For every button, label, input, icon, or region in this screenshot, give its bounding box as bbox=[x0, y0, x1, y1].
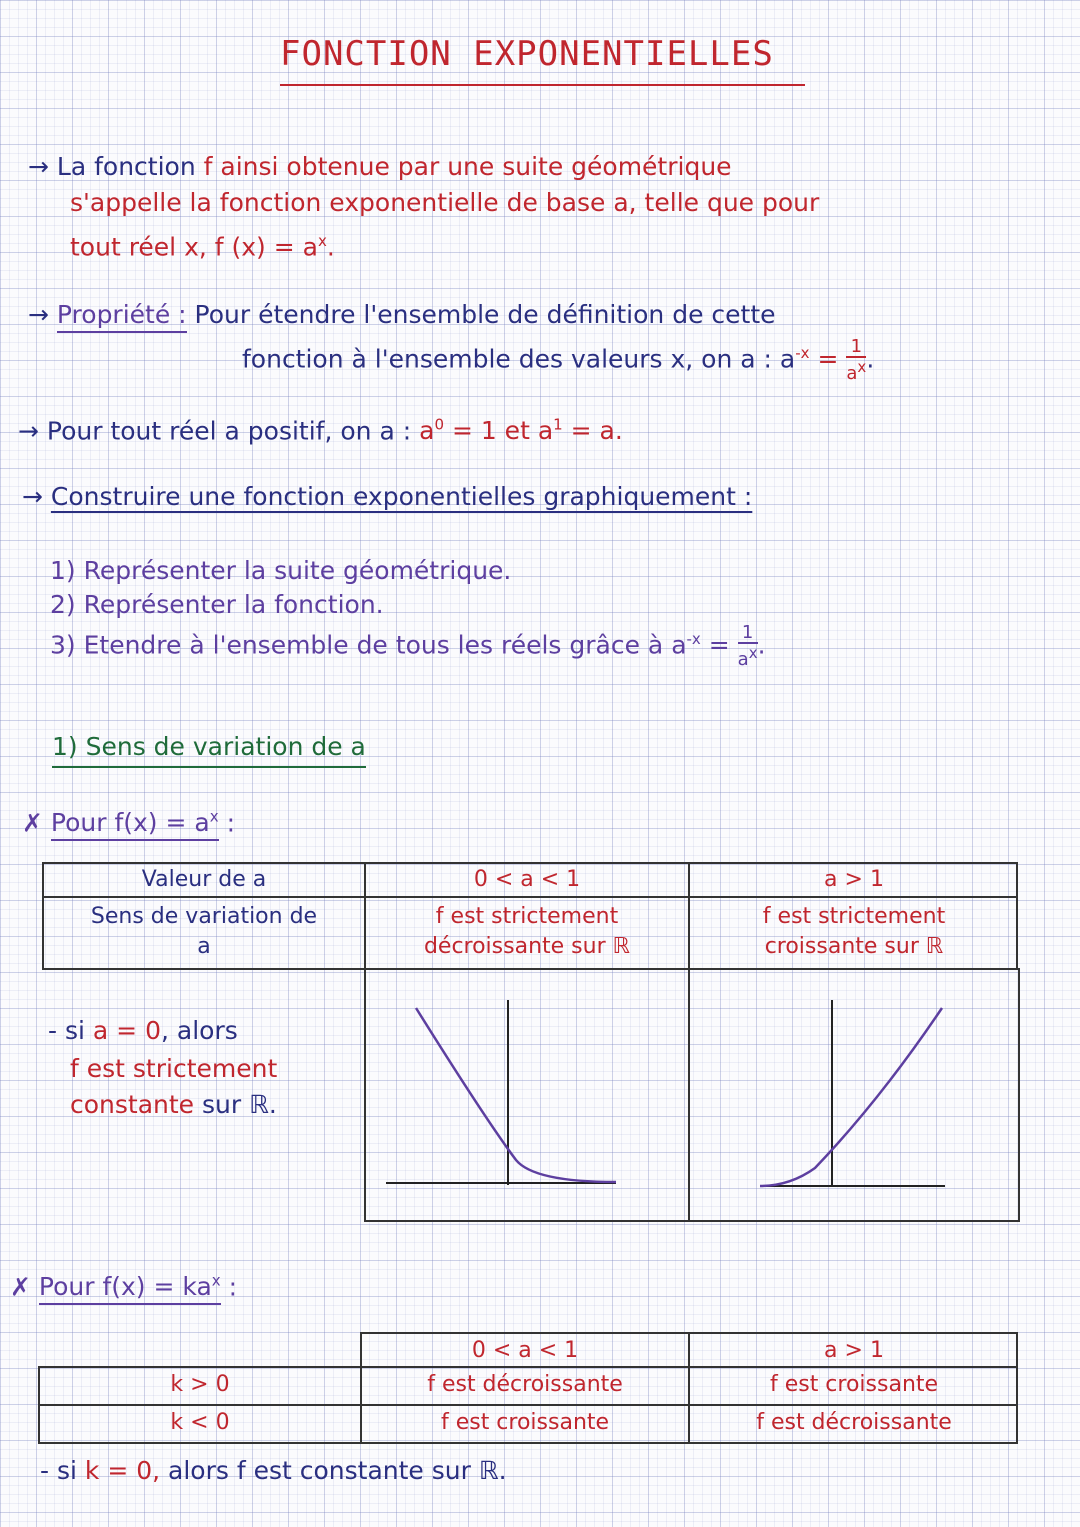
construire-step-3: 3) Etendre à l'ensemble de tous les réels grâce à $a^{-x}$ = $\frac{1}{a^x}$ . bbox=[50, 622, 766, 671]
fraction-numerator: 1 bbox=[738, 623, 758, 644]
table-1-header-low: 0 < a < 1 bbox=[473, 867, 581, 892]
arrow-right-icon: → bbox=[28, 300, 49, 329]
table-2-header-low: 0 < a < 1 bbox=[471, 1338, 579, 1363]
graph-increasing bbox=[690, 970, 1018, 1220]
positif-a0-exponent: 0 bbox=[434, 416, 444, 434]
pour-1-exponent: x bbox=[209, 808, 219, 826]
propriete-fraction bbox=[846, 337, 866, 383]
construire-line bbox=[22, 480, 752, 514]
note-k0-conclusion: alors f est constante sur ℝ. bbox=[168, 1456, 507, 1485]
arrow-right-icon: → bbox=[22, 482, 43, 511]
note-a0-line-2: f est strictement bbox=[70, 1054, 278, 1083]
note-a0-line-3 bbox=[70, 1088, 277, 1122]
note-a0-line-1 bbox=[48, 1014, 238, 1048]
note-k0-line bbox=[40, 1454, 507, 1488]
note-k0-condition: k = 0, bbox=[84, 1456, 161, 1485]
fraction-denominator-base: a bbox=[737, 649, 749, 671]
construire-heading: Construire une fonction exponentielles graphiquement : bbox=[50, 482, 753, 511]
intro-line-2: s'appelle la fonction exponentielle de base a, telle que pour bbox=[70, 188, 820, 217]
fraction-denominator bbox=[738, 644, 758, 669]
note-a0-alors: , alors bbox=[160, 1016, 238, 1045]
table-2-k-negative-high: f est décroissante bbox=[756, 1410, 952, 1435]
graph-decreasing bbox=[366, 970, 688, 1220]
fraction-denominator-exponent: x bbox=[748, 644, 758, 663]
propriete-exponent: -x bbox=[795, 344, 810, 362]
construire-step-3-text: 3) Etendre à l'ensemble de tous les réels grâce à a bbox=[50, 630, 687, 660]
arrow-right-icon: → bbox=[18, 416, 39, 446]
intro-text-red-1: f ainsi obtenue par une suite géométrique bbox=[203, 152, 732, 181]
positif-line bbox=[18, 408, 623, 448]
note-a0-constante: constante bbox=[70, 1090, 195, 1119]
note-k0-si: - si bbox=[40, 1456, 77, 1485]
intro-formula: tout réel x, f (x) = a bbox=[70, 232, 318, 262]
page-title: FONCTION EXPONENTIELLES bbox=[280, 34, 774, 74]
table-1-header-valeur: Valeur de a bbox=[141, 867, 267, 892]
table-2-header-high: a > 1 bbox=[824, 1338, 884, 1363]
positif-a1-exponent: 1 bbox=[553, 416, 563, 434]
table-1-row-label-2: a bbox=[197, 934, 211, 959]
positif-text: Pour tout réel a positif, on a : bbox=[46, 416, 412, 446]
propriete-line-1 bbox=[28, 298, 776, 332]
construire-step-2: 2) Représenter la fonction. bbox=[50, 590, 384, 619]
section-1-heading: 1) Sens de variation de a bbox=[52, 730, 366, 768]
propriete-label: Propriété : bbox=[57, 300, 187, 333]
pour-1-label bbox=[51, 808, 219, 841]
intro-text-black: La fonction bbox=[56, 152, 196, 181]
title-underline bbox=[280, 84, 805, 86]
graph-decreasing-curve bbox=[416, 1008, 616, 1182]
fraction-denominator-exponent: x bbox=[857, 358, 867, 377]
note-a0-si: - si bbox=[48, 1016, 85, 1045]
propriete-text-1: Pour étendre l'ensemble de définition de cette bbox=[194, 300, 776, 329]
propriete-text-2: fonction à l'ensemble des valeurs x, on a : a bbox=[242, 344, 796, 374]
intro-line-3: tout réel x, f $(x) = a^x$. bbox=[70, 232, 335, 262]
pour-2-colon: : bbox=[228, 1272, 238, 1302]
pour-2-line bbox=[10, 1264, 237, 1304]
arrow-right-icon: → bbox=[28, 152, 49, 181]
construire-fraction bbox=[738, 623, 758, 669]
graph-increasing-curve bbox=[760, 1008, 942, 1186]
construire-step-1: 1) Représenter la suite géométrique. bbox=[50, 556, 512, 585]
pour-2-label-text: Pour f(x) = ka bbox=[38, 1272, 212, 1302]
positif-middle: = 1 et a bbox=[451, 416, 554, 446]
table-2-k-negative: k < 0 bbox=[170, 1410, 230, 1435]
pour-1-line bbox=[22, 800, 235, 840]
cross-bullet-icon: ✗ bbox=[22, 808, 43, 838]
table-1-high-line-2: croissante sur ℝ bbox=[764, 934, 944, 959]
table-1-high-line-1: f est strictement bbox=[762, 904, 946, 929]
positif-end: = a. bbox=[570, 416, 623, 446]
positif-formula bbox=[419, 416, 623, 445]
pour-2-label bbox=[39, 1272, 221, 1305]
table-1-low-line-1: f est strictement bbox=[435, 904, 619, 929]
intro-formula-exponent: x bbox=[317, 232, 327, 250]
pour-1-colon: : bbox=[226, 808, 236, 838]
fraction-denominator bbox=[846, 358, 866, 383]
table-1-row-label-1: Sens de variation de bbox=[90, 904, 318, 929]
pour-1-label-text: Pour f(x) = a bbox=[50, 808, 210, 838]
table-2-k-positive-low: f est décroissante bbox=[427, 1372, 623, 1397]
construire-step-3-exponent: -x bbox=[686, 630, 701, 648]
pour-2-exponent: x bbox=[211, 1272, 221, 1290]
cross-bullet-icon: ✗ bbox=[10, 1272, 31, 1302]
fraction-numerator: 1 bbox=[846, 337, 866, 358]
table-2-k-negative-low: f est croissante bbox=[440, 1410, 610, 1435]
table-2-k-positive-high: f est croissante bbox=[769, 1372, 939, 1397]
table-1-low-line-2: décroissante sur ℝ bbox=[423, 934, 631, 959]
positif-a0-base: a bbox=[419, 416, 435, 446]
note-a0-sur-r: sur ℝ. bbox=[202, 1090, 277, 1119]
propriete-line-2: fonction à l'ensemble des valeurs x, on a : $a^{-x}$ = $\frac{1}{a^x}$ . bbox=[242, 336, 875, 385]
note-a0-condition: a = 0 bbox=[92, 1016, 161, 1045]
table-1-divider bbox=[42, 896, 1018, 898]
table-2-k-positive: k > 0 bbox=[170, 1372, 230, 1397]
intro-line-1 bbox=[28, 150, 732, 184]
table-1-header-high: a > 1 bbox=[824, 867, 884, 892]
propriete-equals: = bbox=[817, 344, 839, 374]
construire-step-3-equals: = bbox=[708, 630, 730, 660]
table-2-row-divider bbox=[38, 1404, 1018, 1406]
fraction-denominator-base: a bbox=[846, 363, 858, 385]
